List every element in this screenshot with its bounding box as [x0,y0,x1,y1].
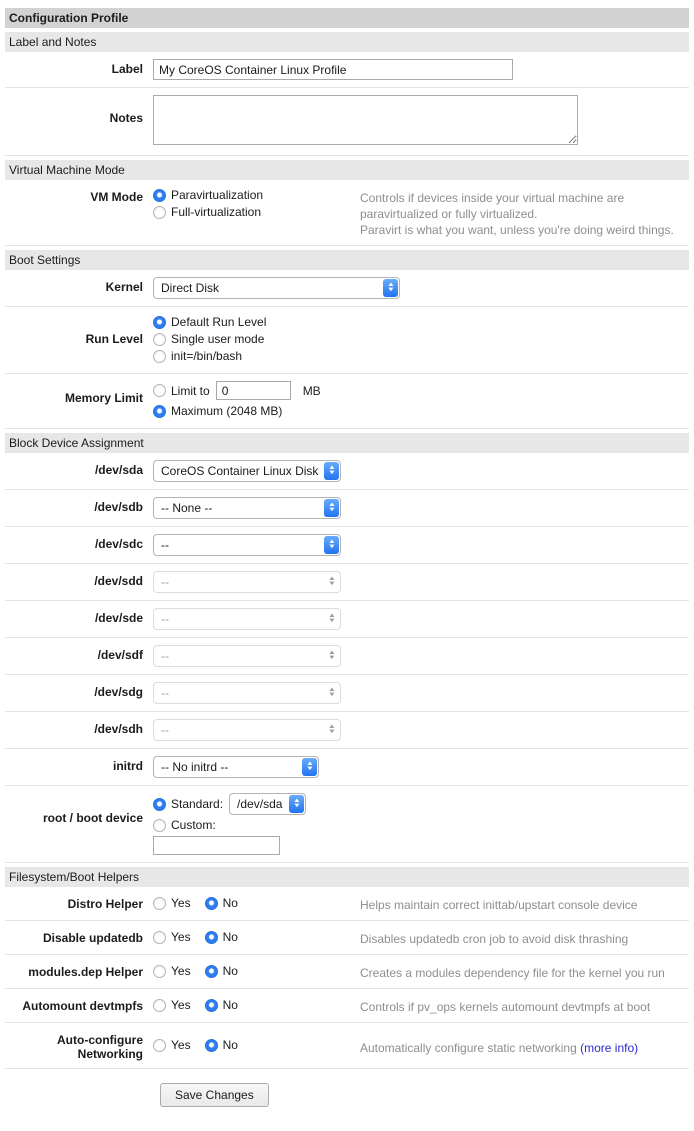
dev-sdb-select-value: -- None -- [161,501,213,515]
root-standard-select-value: /dev/sda [237,797,283,811]
initrd-row [5,749,689,786]
radio-selected-icon [205,965,218,978]
initrd-label: initrd [113,759,143,773]
dev-sdg-select-value: -- [161,686,169,700]
radio-selected-icon [153,798,166,811]
memory-maximum-radio-label: Maximum (2048 MB) [171,404,283,418]
dev-sde-label: /dev/sde [94,611,143,625]
memory-limit-label: Memory Limit [64,391,143,405]
dev-sde-select[interactable] [153,608,341,630]
radio-selected-icon [205,897,218,910]
dev-sde-row [5,601,689,638]
root-standard-radio[interactable] [153,797,223,811]
radio-unselected-icon [153,333,166,346]
root-boot-device-row [5,786,689,863]
kernel-label: Kernel [105,280,143,294]
label-field-label: Label [111,62,143,76]
radio-selected-icon [205,931,218,944]
root-custom-radio-label: Custom: [171,818,216,832]
radio-unselected-icon [153,965,166,978]
radio-selected-icon [153,189,166,202]
notes-field-label: Notes [109,111,143,125]
dev-sda-row [5,453,689,490]
modules-dep-helper-help: Creates a modules dependency file for the kernel you run [360,966,665,980]
no-radio-label: No [222,930,238,944]
auto-configure-networking-no-radio[interactable] [205,1038,238,1052]
auto-configure-networking-help [360,1030,689,1056]
dev-sdd-select[interactable] [153,571,341,593]
distro-helper-label: Distro Helper [67,897,143,911]
root-custom-input[interactable] [153,836,280,855]
initrd-select-value: -- No initrd -- [161,760,229,774]
select-stepper-icon: ▲ ▼ [327,687,336,698]
kernel-select[interactable] [153,277,400,299]
save-changes-button[interactable]: Save Changes [160,1083,269,1107]
dev-sdf-select[interactable] [153,645,341,667]
yes-radio-label: Yes [171,896,191,910]
select-stepper-icon: ▲ ▼ [324,462,339,480]
dev-sda-label: /dev/sda [94,463,143,477]
page-title: Configuration Profile [5,8,689,28]
memory-maximum-radio[interactable] [153,404,689,418]
yes-radio-label: Yes [171,930,191,944]
dev-sda-select[interactable] [153,460,341,482]
notes-textarea[interactable] [153,95,578,145]
section-boot-settings: Boot Settings [5,250,689,270]
disable-updatedb-label: Disable updatedb [42,931,143,945]
dev-sdg-label: /dev/sdg [94,685,143,699]
distro-helper-no-radio[interactable] [205,896,238,910]
select-stepper-icon: ▲ ▼ [289,795,304,813]
no-radio-label: No [222,964,238,978]
radio-selected-icon [205,1039,218,1052]
radio-unselected-icon [153,819,166,832]
radio-unselected-icon [153,206,166,219]
select-stepper-icon: ▲ ▼ [383,279,398,297]
dev-sdf-label: /dev/sdf [97,648,143,662]
label-row [5,52,689,88]
init-bin-bash-radio[interactable] [153,349,689,363]
dev-sdd-row [5,564,689,601]
vm-mode-row [5,180,689,246]
single-user-mode-radio-label: Single user mode [171,332,265,346]
dev-sdh-select-value: -- [161,723,169,737]
radio-unselected-icon [153,897,166,910]
more-info-link[interactable]: (more info) [580,1041,639,1055]
radio-selected-icon [153,316,166,329]
dev-sdc-select[interactable] [153,534,341,556]
memory-limit-unit: MB [302,383,321,398]
select-stepper-icon: ▲ ▼ [324,499,339,517]
select-stepper-icon: ▲ ▼ [327,724,336,735]
label-input[interactable] [153,59,513,80]
automount-devtmpfs-yes-radio[interactable] [153,998,191,1012]
section-filesystem-boot-helpers: Filesystem/Boot Helpers [5,867,689,887]
automount-devtmpfs-row [5,989,689,1023]
memory-limit-to-label: Limit to [171,383,210,398]
select-stepper-icon: ▲ ▼ [324,536,339,554]
root-standard-radio-label: Standard: [171,797,224,811]
root-boot-device-label: root / boot device [42,811,143,825]
disable-updatedb-help: Disables updatedb cron job to avoid disk thrashing [360,932,629,946]
distro-helper-help: Helps maintain correct inittab/upstart console device [360,898,638,912]
paravirtualization-radio-label: Paravirtualization [171,188,264,202]
dev-sdg-row [5,675,689,712]
run-level-row [5,307,689,374]
vm-mode-help [360,187,689,238]
root-standard-select[interactable] [229,793,306,815]
dev-sdg-select[interactable] [153,682,341,704]
modules-dep-helper-row [5,955,689,989]
vm-mode-help-line2: Paravirt is what you want, unless you're doing weird things. [360,223,674,237]
dev-sdd-select-value: -- [161,575,169,589]
dev-sdf-row [5,638,689,675]
dev-sdh-row [5,712,689,749]
select-stepper-icon: ▲ ▼ [302,758,317,776]
dev-sdh-label: /dev/sdh [94,722,143,736]
no-radio-label: No [222,1038,238,1052]
dev-sde-select-value: -- [161,612,169,626]
yes-radio-label: Yes [171,998,191,1012]
kernel-row [5,270,689,307]
radio-unselected-icon [153,999,166,1012]
dev-sdf-select-value: -- [161,649,169,663]
auto-configure-networking-help-text: Automatically configure static networking [360,1041,577,1055]
memory-limit-input[interactable] [216,381,291,400]
select-stepper-icon: ▲ ▼ [327,576,336,587]
radio-unselected-icon [153,384,166,397]
modules-dep-helper-label: modules.dep Helper [28,965,143,979]
auto-configure-networking-yes-radio[interactable] [153,1038,191,1052]
auto-configure-networking-row [5,1023,689,1069]
vm-mode-help-line1: Controls if devices inside your virtual machine are paravirtualized or fully virtualized. [360,191,625,221]
single-user-mode-radio[interactable] [153,332,689,346]
kernel-select-value: Direct Disk [161,281,220,295]
automount-devtmpfs-help: Controls if pv_ops kernels automount devtmpfs at boot [360,1000,651,1014]
automount-devtmpfs-no-radio[interactable] [205,998,238,1012]
radio-unselected-icon [153,1039,166,1052]
full-virtualization-radio-label: Full-virtualization [171,205,262,219]
dev-sdc-select-value: -- [161,538,169,552]
memory-limit-row [5,374,689,429]
auto-configure-networking-label: Auto-configure Networking [57,1033,143,1061]
section-block-device-assignment: Block Device Assignment [5,433,689,453]
no-radio-label: No [222,998,238,1012]
radio-unselected-icon [153,931,166,944]
init-bin-bash-radio-label: init=/bin/bash [171,349,243,363]
dev-sda-select-value: CoreOS Container Linux Disk [161,464,319,478]
yes-radio-label: Yes [171,964,191,978]
dev-sdd-label: /dev/sdd [94,574,143,588]
dev-sdb-label: /dev/sdb [94,500,143,514]
dev-sdb-select[interactable] [153,497,341,519]
full-virtualization-radio[interactable] [153,205,360,219]
section-label-and-notes: Label and Notes [5,32,689,52]
distro-helper-yes-radio[interactable] [153,896,191,910]
radio-unselected-icon [153,350,166,363]
vm-mode-label: VM Mode [90,190,143,204]
dev-sdc-label: /dev/sdc [94,537,143,551]
radio-selected-icon [153,405,166,418]
disable-updatedb-row [5,921,689,955]
dev-sdb-row [5,490,689,527]
notes-row [5,88,689,156]
memory-limit-to-radio[interactable] [153,384,210,398]
disable-updatedb-no-radio[interactable] [205,930,238,944]
select-stepper-icon: ▲ ▼ [327,650,336,661]
section-virtual-machine-mode: Virtual Machine Mode [5,160,689,180]
dev-sdc-row [5,527,689,564]
default-run-level-radio-label: Default Run Level [171,315,267,329]
root-custom-radio[interactable] [153,818,689,832]
dev-sdh-select[interactable] [153,719,341,741]
modules-dep-helper-no-radio[interactable] [205,964,238,978]
modules-dep-helper-yes-radio[interactable] [153,964,191,978]
radio-selected-icon [205,999,218,1012]
select-stepper-icon: ▲ ▼ [327,613,336,624]
no-radio-label: No [222,896,238,910]
paravirtualization-radio[interactable] [153,188,360,202]
initrd-select[interactable] [153,756,319,778]
default-run-level-radio[interactable] [153,315,689,329]
distro-helper-row [5,887,689,921]
automount-devtmpfs-label: Automount devtmpfs [22,999,143,1013]
disable-updatedb-yes-radio[interactable] [153,930,191,944]
yes-radio-label: Yes [171,1038,191,1052]
run-level-label: Run Level [85,332,143,346]
